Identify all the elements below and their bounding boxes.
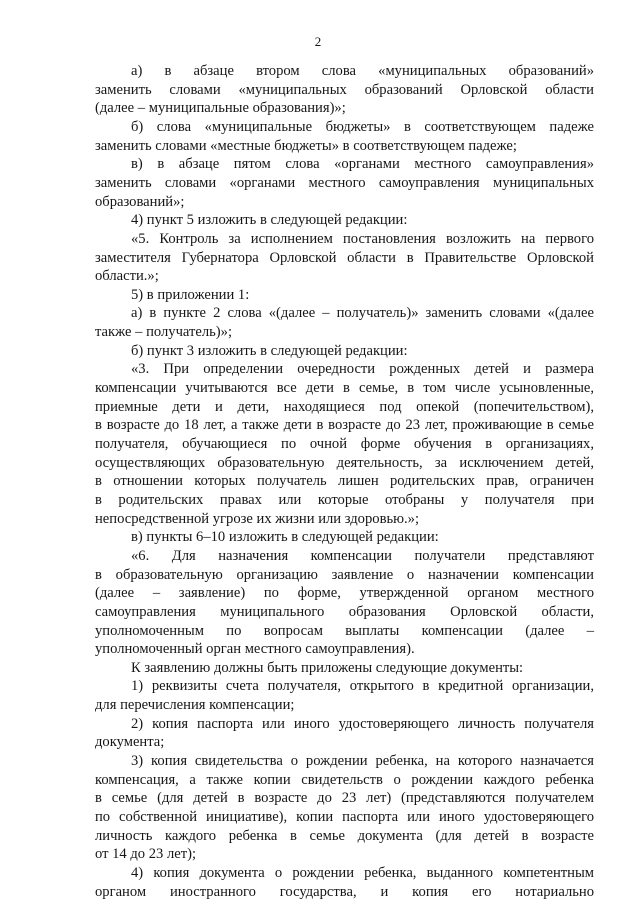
text-line: 4) копия документа о рождении ребенка, выданного компетентным (131, 864, 594, 881)
text-line: 2) копия паспорта или иного удостоверяющего личность получателя (131, 715, 594, 732)
text-line: в образовательную организацию заявление о назначении компенсации (95, 566, 594, 583)
text-line: приемные дети и дети, находящиеся под опекой (попечительством), (95, 398, 594, 415)
text-line: (далее – заявление) по форме, утвержденной органом местного (95, 585, 594, 602)
text-line: заместителя Губернатора Орловской области в Правительстве Орловской (95, 249, 594, 266)
text-line: в родительских правах или которые отобраны у получателя при (95, 491, 594, 508)
text-line: заменить словами «муниципальных образований Орловской области (95, 81, 594, 98)
text-line: 4) пункт 5 изложить в следующей редакции: (131, 212, 408, 229)
text-line: заменить словами «местные бюджеты» в соответствующем падеже; (95, 137, 517, 154)
text-line: личность каждого ребенка в семье документа (для детей в возрасте (95, 827, 594, 844)
text-line: компенсации учитываются все дети в семье, в том числе усыновленные, (95, 380, 594, 396)
text-line: области.»; (95, 268, 159, 285)
text-line: в) в абзаце пятом слова «органами местного самоуправления» (131, 156, 594, 173)
text-line: непосредственной угрозе их жизни или здоровью.»; (95, 510, 420, 527)
text-line: в) пункты 6–10 изложить в следующей редакции: (131, 529, 439, 546)
text-line: получателя, обучающиеся по очной форме обучения в организациях, (95, 436, 594, 452)
text-line: 5) в приложении 1: (131, 286, 250, 303)
text-line: образований»; (95, 193, 185, 210)
text-line: «6. Для назначения компенсации получатели представляют (131, 547, 594, 564)
text-line: в возрасте до 18 лет, а также дети в возрасте до 23 лет, проживающие в семье (95, 417, 594, 434)
text-line: К заявлению должны быть приложены следующие документы: (131, 659, 524, 676)
text-line: уполномоченным по вопросам выплаты компенсации (далее – (95, 622, 594, 639)
text-line: «5. Контроль за исполнением постановления возложить на первого (131, 230, 594, 247)
text-line: по собственной инициативе), копии паспорта или иного удостоверяющего (95, 809, 594, 825)
text-line: компенсация, а также копии свидетельств о рождении каждого ребенка (95, 771, 594, 788)
text-line: также – получатель)»; (95, 324, 233, 341)
text-line: б) пункт 3 изложить в следующей редакции: (131, 342, 408, 359)
text-line: б) слова «муниципальные бюджеты» в соответствующем падеже (131, 118, 594, 135)
text-line: 3) копия свидетельства о рождении ребенка, на которого назначается (131, 753, 594, 769)
text-line: а) в пункте 2 слова «(далее – получатель)» заменить словами «(далее (131, 305, 594, 322)
text-line: органом иностранного государства, и копия его нотариально (95, 883, 594, 900)
text-line: самоуправления муниципального образования Орловской области, (95, 603, 594, 620)
text-line: в семье (для детей в возрасте до 23 лет) (представляются получателем (95, 790, 594, 807)
text-line: «3. При определении очередности рожденных детей и размера (131, 361, 594, 378)
text-line: (далее – муниципальные образования)»; (95, 100, 346, 117)
text-line: в отношении которых получатель лишен родительских прав, ограничен (95, 473, 594, 490)
text-line: от 14 до 23 лет); (95, 846, 197, 863)
text-line: заменить словами «органами местного самоуправления муниципальных (95, 174, 594, 191)
page-number: 2 (314, 34, 322, 49)
text-line: 1) реквизиты счета получателя, открытого в кредитной организации, (131, 678, 594, 695)
text-line: а) в абзаце втором слова «муниципальных образований» (131, 63, 594, 79)
text-line: осуществляющих образовательную деятельность, за исключением детей, (95, 454, 594, 471)
text-line: документа; (95, 734, 165, 751)
text-line: для перечисления компенсации; (95, 697, 295, 714)
text-line: уполномоченный орган местного самоуправления). (95, 641, 415, 658)
